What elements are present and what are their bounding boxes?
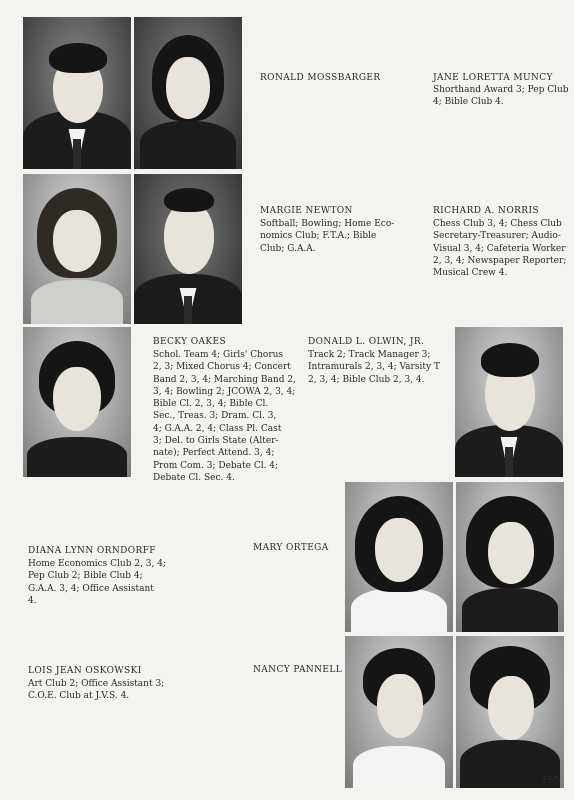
student-name: RICHARD A. NORRIS	[433, 206, 539, 216]
activity-line: Softball; Bowling; Home Eco-	[260, 219, 395, 229]
student-name: MARGIE NEWTON	[260, 206, 353, 216]
activity-line: 4; Bible Club 4.	[433, 97, 504, 108]
activity-line: 4.	[28, 595, 37, 606]
student-name: LOIS JEAN OSKOWSKI	[28, 666, 142, 676]
activity-line: C.O.E. Club at J.V.S. 4.	[28, 691, 130, 702]
student-activities	[433, 218, 566, 279]
activity-line: nomics Club; F.T.A.; Bible	[260, 231, 377, 242]
student-activities	[28, 678, 164, 703]
student-name: RONALD MOSSBARGER	[260, 73, 381, 83]
activity-line: 2, 3; Mixed Chorus 4; Concert	[153, 362, 291, 373]
activity-line: Pep Club 2; Bible Club 4;	[28, 571, 143, 582]
activity-line: Musical Crew 4.	[433, 268, 508, 279]
activity-line: nate); Perfect Attend. 3, 4;	[153, 448, 275, 459]
student-activities	[153, 349, 296, 484]
activity-line: Schol. Team 4; Girls' Chorus	[153, 350, 284, 360]
portrait-richard-norris	[134, 174, 242, 324]
student-name: JANE LORETTA MUNCY	[433, 73, 553, 83]
activity-line: Track 2; Track Manager 3;	[308, 350, 431, 360]
activity-line: 4; G.A.A. 2, 4; Class Pl. Cast	[153, 423, 282, 434]
activity-line: 2, 3, 4; Newspaper Reporter;	[433, 255, 567, 266]
activity-line: Secretary-Treasurer; Audio-	[433, 231, 561, 242]
activity-line: Art Club 2; Office Assistant 3;	[28, 679, 165, 689]
portrait-jane-loretta-muncy	[134, 17, 242, 169]
activity-line: Debate Cl. Sec. 4.	[153, 472, 235, 483]
activity-line: Visual 3, 4; Cafeteria Worker	[433, 243, 566, 254]
activity-line: 2, 3, 4; Bible Club 2, 3, 4.	[308, 374, 425, 385]
portrait-diana-lynn-orndorff	[345, 482, 453, 632]
student-activities	[28, 558, 166, 607]
activity-line: G.A.A. 3, 4; Office Assistant	[28, 583, 154, 594]
activity-line: 3; Del. to Girls State (Alter-	[153, 436, 279, 447]
student-name: DIANA LYNN ORNDORFF	[28, 546, 156, 556]
activity-line: 3, 4; Bowling 2; JCOWA 2, 3, 4;	[153, 386, 296, 397]
portrait-nancy-pannell	[456, 636, 564, 788]
activity-line: Club; G.A.A.	[260, 243, 316, 254]
activity-line: Prom Com. 3; Debate Cl. 4;	[153, 460, 279, 471]
activity-line: Home Economics Club 2, 3, 4;	[28, 559, 167, 569]
portrait-ronald-mossbarger	[23, 17, 131, 169]
portrait-becky-oakes	[23, 327, 131, 477]
student-name: MARY ORTEGA	[253, 543, 329, 553]
activity-line: Band 2, 3, 4; Marching Band 2,	[153, 374, 296, 385]
student-activities	[433, 84, 569, 109]
portrait-mary-ortega	[456, 482, 564, 632]
student-name: DONALD L. OLWIN, JR.	[308, 337, 425, 347]
student-activities	[308, 349, 440, 386]
activity-line: Bible Cl. 2, 3, 4; Bible Cl.	[153, 399, 269, 410]
student-activities	[260, 218, 394, 255]
portrait-margie-newton	[23, 174, 131, 324]
activity-line: Shorthand Award 3; Pep Club	[433, 85, 569, 95]
student-name: BECKY OAKES	[153, 337, 227, 347]
activity-line: Chess Club 3, 4; Chess Club	[433, 219, 562, 229]
portrait-donald-olwin	[455, 327, 563, 477]
student-name: NANCY PANNELL	[253, 665, 343, 675]
portrait-lois-jean-oskowski	[345, 636, 453, 788]
activity-line: Sec., Treas. 3; Dram. Cl. 3,	[153, 411, 277, 422]
page-number: 155	[540, 775, 560, 786]
activity-line: Intramurals 2, 3, 4; Varsity T	[308, 362, 440, 373]
